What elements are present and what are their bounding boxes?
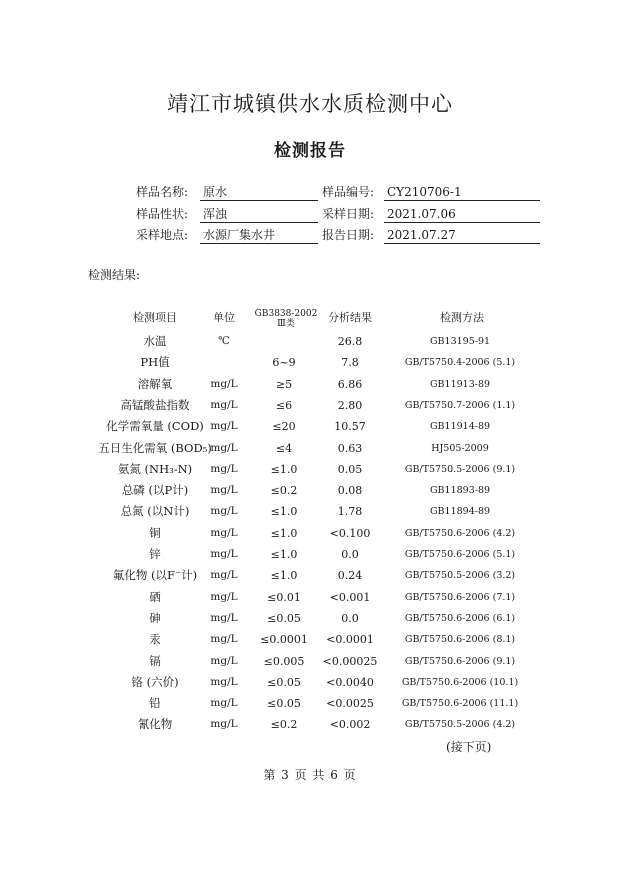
cell-item: 溶解氧 [137,376,173,391]
sample-no-field [322,183,542,201]
cell-unit: mg/L [210,398,238,411]
cell-method: GB11894-89 [429,506,491,518]
cell-item: 汞 [149,632,161,647]
cell-item: 总氮 (以N计) [120,504,190,519]
table-row [0,714,620,735]
sample-no-label: 样品编号: [322,185,375,199]
cell-standard: ≤1.0 [270,548,298,561]
cell-result: <0.002 [329,718,371,732]
header-item: 检测项目 [133,311,177,324]
cell-method: GB11914-89 [429,421,491,433]
report-date-label: 报告日期: [322,228,375,242]
sample-property-label: 样品性状: [136,207,189,221]
table-row [0,480,620,501]
header-standard-line2: Ⅲ类 [277,319,295,329]
page-footer: 第 3 页 共 6 页 [263,768,357,782]
cell-method: GB11893-89 [429,485,491,497]
cell-item: PH值 [140,355,170,370]
cell-standard: ≤0.05 [267,697,301,711]
cell-result: 1.78 [337,505,363,519]
cell-standard: ≤1.0 [270,505,298,519]
cell-standard: ≤0.01 [267,590,301,604]
cell-unit: mg/L [210,441,238,454]
table-row [0,438,620,459]
cell-unit: mg/L [210,569,238,582]
cell-standard: ≤6 [275,398,293,412]
cell-method: GB/T5750.6-2006 (7.1) [404,591,516,603]
table-row [0,544,620,565]
cell-result: <0.0025 [326,697,374,711]
cell-method: GB/T5750.4-2006 (5.1) [404,357,516,369]
cell-unit: mg/L [210,548,238,560]
cell-item: 水温 [143,334,167,348]
cell-unit: ℃ [218,335,230,347]
cell-unit: mg/L [210,462,238,475]
header-standard [255,309,318,329]
cell-unit: mg/L [210,697,238,710]
cell-standard: ≤0.005 [263,654,305,668]
cell-method: GB/T5750.6-2006 (11.1) [401,698,519,710]
cell-result: <0.0040 [326,675,374,689]
cell-result: 26.8 [337,335,363,348]
cell-unit: mg/L [210,420,238,433]
cell-result: 0.0 [341,548,359,561]
report-date-value: 2021.07.27 [384,226,540,244]
table-row [0,374,620,395]
organization-title: 靖江市城镇供水水质检测中心 [167,92,453,116]
sample-name-label: 样品名称: [136,185,189,199]
sampling-date-label: 采样日期: [322,207,375,221]
cell-result: 0.0 [341,611,359,625]
sampling-date-field [322,205,542,223]
table-row [0,651,620,672]
table-row [0,459,620,480]
results-label: 检测结果: [88,268,141,282]
table-row [0,331,620,352]
cell-unit: mg/L [210,718,238,731]
cell-standard: ≤0.0001 [260,633,308,647]
table-row [0,672,620,693]
sample-property-field [136,205,318,223]
sampling-date-value: 2021.07.06 [384,205,540,223]
sample-name-field [136,183,318,201]
table-row [0,523,620,544]
cell-method: GB/T5750.5-2006 (3.2) [404,570,516,582]
cell-method: GB/T5750.6-2006 (5.1) [404,549,516,560]
table-row [0,565,620,586]
cell-item: 化学需氧量 (COD) [106,419,204,434]
header-result: 分析结果 [328,311,372,324]
cell-item: 镉 [149,653,161,668]
cell-standard: ≤0.2 [270,718,298,732]
table-row [0,352,620,373]
cell-result: 0.05 [337,462,363,476]
cell-result: 0.24 [337,569,363,583]
cell-item: 砷 [149,610,161,625]
cell-item: 五日生化需氧 (BOD₅) [98,440,212,455]
cell-method: GB/T5750.6-2006 (9.1) [404,655,516,667]
cell-method: HJ505-2009 [431,442,489,454]
cell-method: GB/T5750.6-2006 (10.1) [401,676,519,688]
cell-unit: mg/L [210,526,238,539]
cell-unit: mg/L [210,675,238,688]
cell-method: GB/T5750.5-2006 (4.2) [404,719,516,731]
cell-unit: mg/L [210,654,238,667]
cell-item: 硒 [149,589,161,604]
cell-method: GB11913-89 [429,378,491,390]
sampling-site-label: 采样地点: [136,228,189,242]
cell-standard: ≤0.05 [267,675,301,689]
cell-result: 7.8 [341,356,359,370]
cell-result: <0.100 [329,526,371,540]
cell-item: 铅 [149,696,161,711]
sampling-site-field [136,226,318,244]
cell-method: GB/T5750.6-2006 (8.1) [404,634,516,646]
report-title: 检测报告 [274,141,346,161]
cell-method: GB/T5750.6-2006 (6.1) [404,612,516,624]
sample-name-value: 原水 [200,183,318,201]
cell-standard: ≤1.0 [270,462,298,476]
cell-result: <0.001 [329,590,371,604]
report-date-field [322,226,542,244]
cell-method: GB/T5750.6-2006 (4.2) [404,527,516,539]
cell-result: 2.80 [337,398,363,412]
cell-method: GB13195-91 [429,336,491,347]
cell-standard: ≤1.0 [270,569,298,583]
table-row [0,629,620,650]
table-row [0,416,620,437]
cell-unit: mg/L [210,611,238,624]
cell-standard: ≥5 [275,377,293,391]
cell-result: 0.63 [337,441,363,455]
cell-item: 氰化物 [137,717,173,732]
sample-no-value: CY210706-1 [384,183,540,201]
table-row [0,608,620,629]
continued-note: (接下页) [446,740,492,754]
header-standard-line1: GB3838-2002 [254,309,318,319]
table-row [0,395,620,416]
table-row [0,501,620,522]
cell-result: 6.86 [337,377,363,391]
cell-result: <0.0001 [326,633,374,647]
cell-standard: 6~9 [272,356,296,370]
cell-result: <0.00025 [322,654,378,668]
header-method: 检测方法 [440,311,484,324]
cell-standard: ≤0.2 [270,484,298,498]
header-unit: 单位 [213,311,235,324]
cell-method: GB/T5750.7-2006 (1.1) [404,399,516,411]
cell-result: 0.08 [337,484,363,498]
cell-item: 铜 [149,525,161,540]
table-row [0,587,620,608]
cell-standard: ≤1.0 [270,526,298,540]
table-row [0,693,620,714]
cell-standard: ≤4 [275,441,293,455]
cell-unit: mg/L [210,377,238,390]
sample-property-value: 浑浊 [200,205,318,223]
cell-method: GB/T5750.5-2006 (9.1) [404,463,516,475]
cell-unit: mg/L [210,633,238,646]
cell-item: 总磷 (以P计) [121,483,189,498]
sampling-site-value: 水源厂集水井 [200,226,318,244]
cell-standard: ≤20 [272,420,296,434]
cell-unit: mg/L [210,590,238,603]
cell-unit: mg/L [210,505,238,518]
cell-result: 10.57 [334,420,366,434]
cell-standard: ≤0.05 [267,611,301,625]
cell-unit: mg/L [210,484,238,497]
cell-item: 氟化物 (以F⁻计) [112,568,198,583]
cell-item: 高锰酸盐指数 [120,397,190,412]
cell-item: 锌 [149,547,161,561]
cell-item: 氨氮 (NH₃-N) [117,461,193,476]
cell-item: 铬 (六价) [131,674,179,689]
